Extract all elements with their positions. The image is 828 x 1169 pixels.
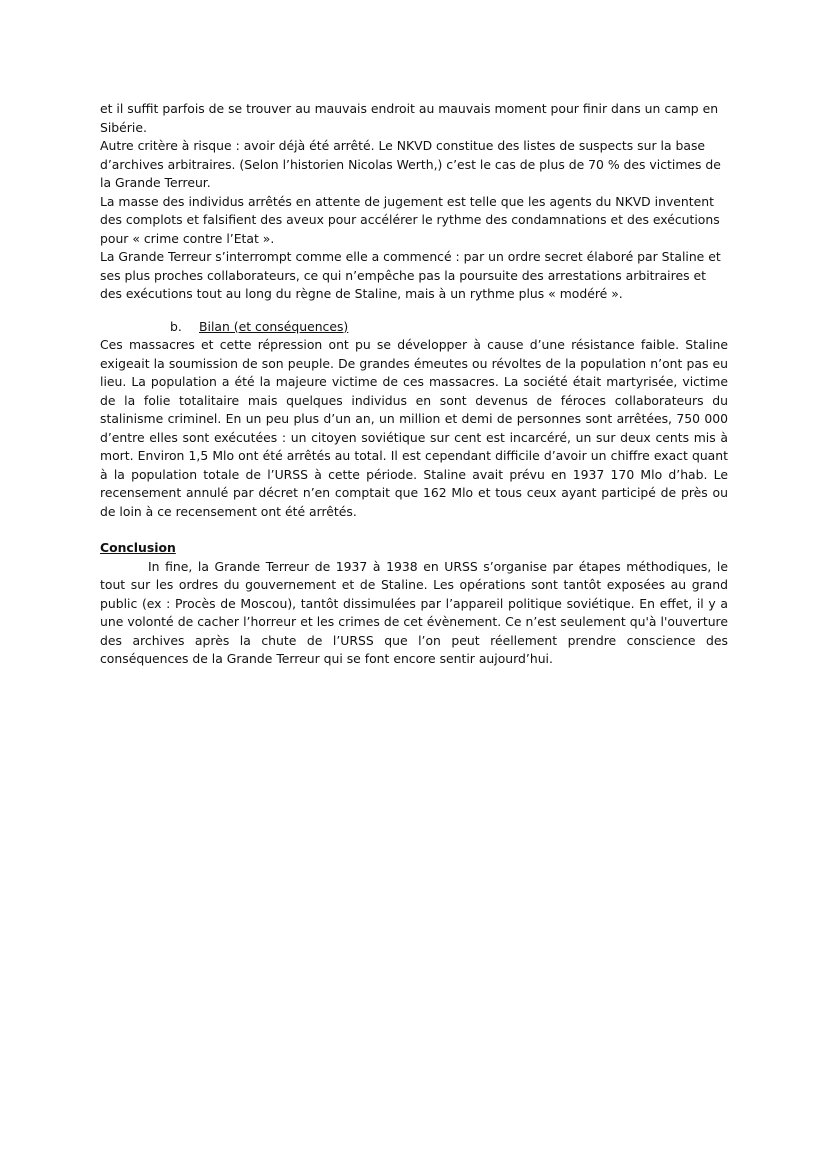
paragraph-critere-risque: Autre critère à risque : avoir déjà été arrêté. Le NKVD constitue des listes de suspects sur la base d’archives arbitraires. (Selon l’historien Nicolas Werth,) c’est le cas de plus de 70 % des victimes de la Grande Terreur. [100,138,721,190]
document-page [100,100,728,669]
section-b-heading [100,318,728,337]
paragraph-interruption: La Grande Terreur s’interrompt comme elle a commencé : par un ordre secret élaboré par Staline et ses plus proches collaborateurs, ce qui n’empêche pas la poursuite des arrestations arbitraires et des exécutions tout au long du règne de Staline, mais à un rythme plus « modéré ». [100,249,721,301]
section-b-title: Bilan (et conséquences) [199,318,349,334]
spacer [100,304,728,318]
spacer [100,521,728,539]
paragraph-masse-individus: La masse des individus arrêtés en attente de jugement est telle que les agents du NKVD inventent des complots et falsifient des aveux pour accélérer le rythme des condamnations et des exécutions pour « crime contre l’Etat ». [100,193,720,246]
section-b-marker: b. [170,318,182,334]
conclusion-paragraph: In fine, la Grande Terreur de 1937 à 1938 en URSS s’organise par étapes méthodiques, le tout sur les ordres du gouvernement et de Staline. Les opérations sont tantôt exposées au grand public (ex : Procès de Moscou), tantôt dissimulées par l’appareil politique soviétique. En effet, il y a une volonté de cacher l’horreur et les crimes de cet évènement. Ce n’est seulement qu'à l'ouverture des archives après la chute de l’URSS que l’on peut réellement prendre conscience des conséquences de la Grande Terreur qui se font encore sentir aujourd’hui. [100,558,728,666]
conclusion-heading: Conclusion [100,540,176,555]
section-b-paragraph: Ces massacres et cette répression ont pu se développer à cause d’une résistance faible. Staline exigeait la soumission de son peuple. De grandes émeutes ou révoltes de la population n’ont pas eu lieu. La population a été la majeure victime de ces massacres. La société était martyrisée, victime de la folie totalitaire mais quelques individus en sont devenus de féroces collaborateurs du stalinisme criminel. En un peu plus d’un an, un million et demi de personnes sont arrêtées, 750 000 d’entre elles sont exécutées : un citoyen soviétique sur cent est incarcéré, un sur deux cents mis à mort. Environ 1,5 Mlo ont été arrêtés au total. Il est cependant difficile d’avoir un chiffre exact quant à la population totale de l’URSS à cette période. Staline avait prévu en 1937 170 Mlo d’hab. Le recensement annulé par décret n’en comptait que 162 Mlo et tous ceux ayant participé de près ou de loin à ce recensement ont été arrêtés. [100,337,728,519]
paragraph-siberie: et il suffit parfois de se trouver au mauvais endroit au mauvais moment pour finir dans un camp en Sibérie. [100,101,719,135]
